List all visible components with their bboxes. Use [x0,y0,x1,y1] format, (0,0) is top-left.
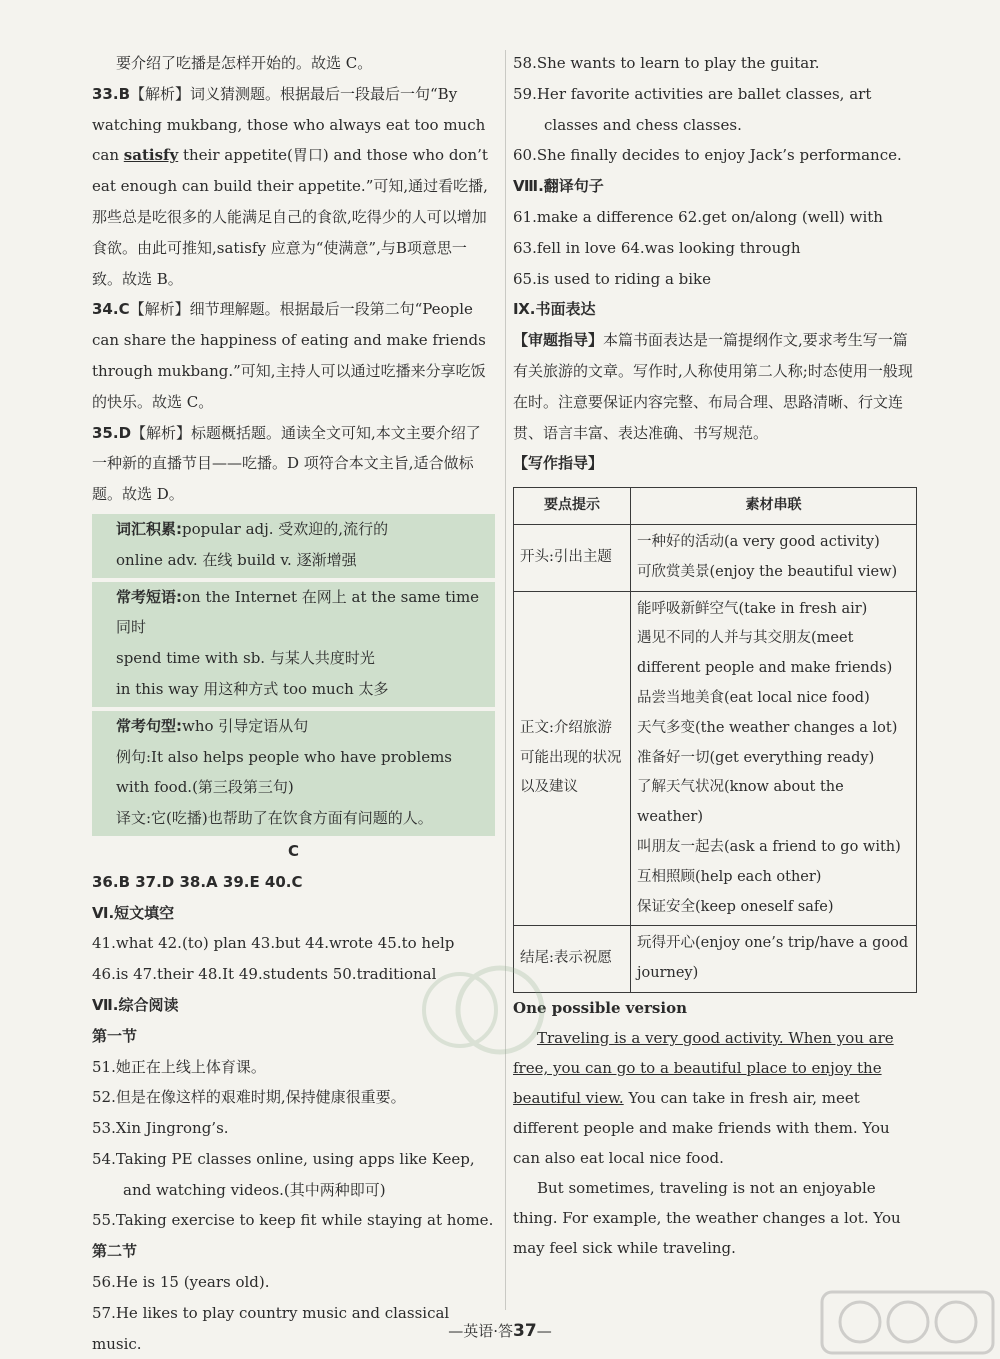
phrases-box: 常考短语:on the Internet 在网上 at the same time 同时 spend time with sb. 与某人共度时光 in this way 用这种方式 too much 太多 [92,582,495,707]
answer-54: 54.Taking PE classes online, using apps like Keep, and watching videos.(其中两种即可) [92,1149,475,1199]
answers-41-45: 41.what 42.(to) plan 43.but 44.wrote 45.to help [92,934,455,953]
answer-57: 57.He likes to play country music and classical music. [92,1303,450,1353]
part-1-heading: 第一节 [92,1026,138,1045]
sentence-patterns-box: 常考句型:who 引导定语从句 例句:It also helps people who have problems with food.(第三段第三句) 译文:它(吃播)也帮助了在饮食方面有问题的人。 [92,711,495,836]
answers-61-62: 61.make a difference 62.get on/along (well) with [513,207,883,226]
answer-34: 34.C【解析】细节理解题。根据最后一段第二句“People can share the happiness of eating and make friends through mukbang.”可知,主持人可以通过吃播来分享吃饭的快乐。故选 C。 [92,300,486,411]
answers-46-50: 46.is 47.their 48.It 49.students 50.traditional [92,965,437,984]
question-number: 35.D [92,423,132,442]
answer-text: 要介绍了吃播是怎样开始的。故选 C。 [116,54,373,72]
table-row: 开头:引出主题 一种好的活动(a very good activity) 可欣赏美景(enjoy the beautiful view) [514,524,917,591]
table-header: 要点提示 [514,488,631,525]
table-row: 结尾:表示祝愿 玩得开心(enjoy one’s trip/have a good journey) [514,926,917,993]
watermark-badge [820,1290,995,1355]
vocabulary-box: 词汇积累:popular adj. 受欢迎的,流行的 online adv. 在线 build v. 逐渐增强 [92,514,495,578]
answers-63-64: 63.fell in love 64.was looking through [513,238,801,257]
question-number: 34.C [92,300,130,319]
section-8-heading: Ⅷ.翻译句子 [513,177,604,196]
writing-guide-heading: 【写作指导】 [513,454,604,473]
right-column [513,48,919,1263]
page-number: 37 [513,1321,537,1341]
answer-58: 58.She wants to learn to play the guitar. [513,54,820,72]
answer-52: 52.但是在像这样的艰难时期,保持健康很重要。 [92,1088,406,1107]
answer-51: 51.她正在上线上体育课。 [92,1057,266,1076]
part-2-heading: 第二节 [92,1242,138,1261]
essay-title: One possible version [513,998,687,1017]
answer-33: 33.B【解析】词义猜测题。根据最后一段最后一句“By watching mukbang, those who always eat too much can satisfy their appetite(胃口) and those who don’t eat enough can build their appetite.”可知,通过看吃播,那些总是吃很多的人能满足自己的食欲,吃得少的人可以增加食欲。由此可推知,satisfy 应意为“使满意”,与B项意思一致。故选 B。 [92,84,488,288]
watermark-logo [385,960,555,1060]
answer-65: 65.is used to riding a bike [513,269,712,288]
essay-paragraph: But sometimes, traveling is not an enjoyable thing. For example, the weather changes a lot. You may feel sick while traveling. [513,1178,901,1257]
answer-35: 35.D【解析】标题概括题。通读全文可知,本文主要介绍了一种新的直播节目——吃播。D 项符合本文主旨,适合做标题。故选 D。 [92,423,481,504]
review-guide: 【审题指导】本篇书面表达是一篇提纲作文,要求考生写一篇有关旅游的文章。写作时,人称使用第二人称;时态使用一般现在时。注意要保证内容完整、布局合理、思路清晰、行文连贯、语言丰富、表达准确、书写规范。 [513,331,913,442]
sample-essay [513,993,919,1263]
answers-36-40: 36.B 37.D 38.A 39.E 40.C [92,872,303,891]
section-6-heading: Ⅵ.短文填空 [92,903,175,922]
material-table [513,487,917,993]
key-word: satisfy [123,146,179,165]
page-footer: —英语·答37— [448,1321,552,1341]
essay-paragraph: Traveling is a very good activity. When you are free, you can go to a beautiful place to enjoy the beautiful view. You can take in fresh air, meet different people and make friends with them. You can also eat local nice food. [513,1028,894,1167]
answer-55: 55.Taking exercise to keep fit while staying at home. [92,1211,494,1230]
left-column [92,48,495,1359]
column-divider [505,50,506,1310]
part-c-heading: C [287,841,299,860]
table-row: 正文:介绍旅游可能出现的状况以及建议 能呼吸新鲜空气(take in fresh air) 遇见不同的人并与其交朋友(meet different people and make friends) 品尝当地美食(eat local nice food) 天气多变(the weather changes a lot) 准备好一切(get everything ready) 了解天气状况(know about the weather) 叫朋友一起去(ask a friend to go with) 互相照顾(help each other) 保证安全(keep oneself safe) [514,591,917,926]
section-9-heading: Ⅸ.书面表达 [513,300,596,319]
section-7-heading: Ⅶ.综合阅读 [92,995,179,1014]
answer-56: 56.He is 15 (years old). [92,1273,270,1292]
answer-53: 53.Xin Jingrong’s. [92,1119,229,1138]
question-number: 33.B [92,84,131,103]
answer-59: 59.Her favorite activities are ballet classes, art classes and chess classes. [513,84,872,134]
table-header: 素材串联 [631,488,917,525]
answer-60: 60.She finally decides to enjoy Jack’s performance. [513,146,902,165]
